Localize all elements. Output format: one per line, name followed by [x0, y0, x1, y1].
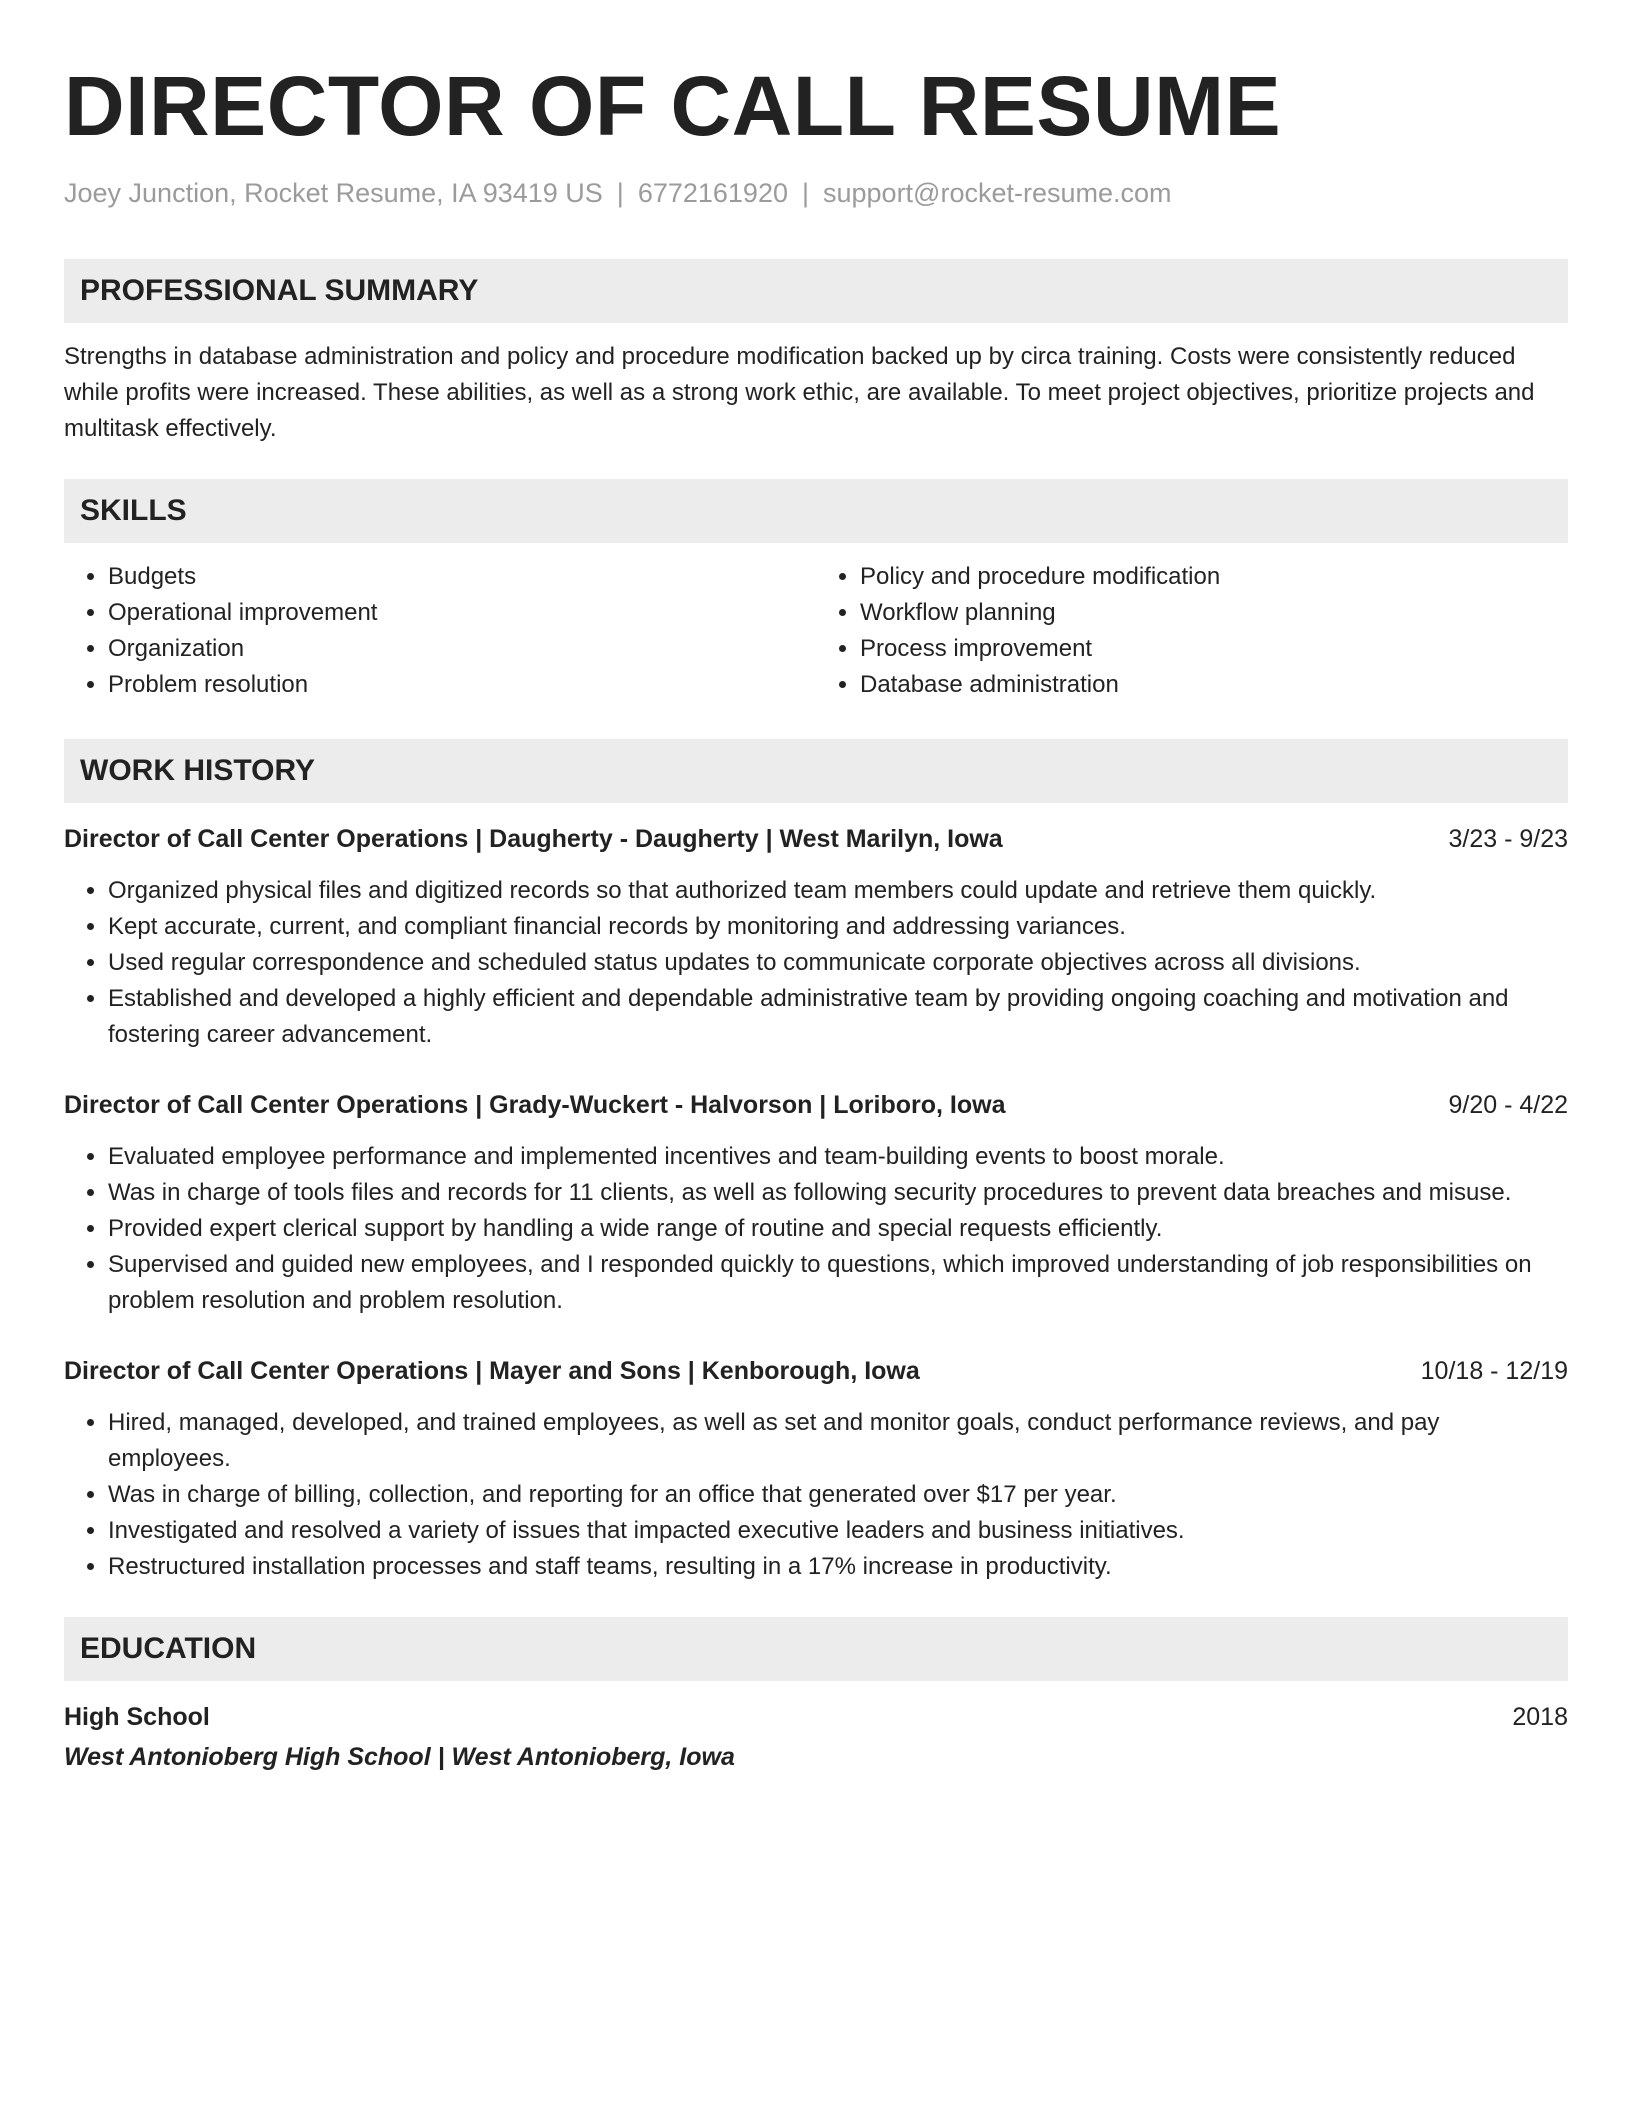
- skill-item: • Policy and procedure modification: [860, 559, 1568, 595]
- job-bullet: • Hired, managed, developed, and trained employees, as well as set and monitor goals, conduct performance reviews, and pay employees.: [108, 1405, 1568, 1477]
- summary-heading: PROFESSIONAL SUMMARY: [64, 259, 1568, 323]
- skill-item: • Budgets: [108, 559, 816, 595]
- job-header: [64, 1353, 1568, 1389]
- job-entry: [64, 821, 1568, 1053]
- contact-separator: |: [801, 178, 809, 208]
- job-bullet: • Investigated and resolved a variety of issues that impacted executive leaders and business initiatives.: [108, 1513, 1568, 1549]
- contact-line: [64, 176, 1568, 210]
- job-bullet: • Kept accurate, current, and compliant financial records by monitoring and addressing variances.: [108, 909, 1568, 945]
- skills-list: [64, 559, 1568, 703]
- work-history-heading: WORK HISTORY: [64, 739, 1568, 803]
- resume-title: DIRECTOR OF CALL RESUME: [64, 59, 1282, 153]
- job-dates: 10/18 - 12/19: [1420, 1357, 1568, 1385]
- job-dates: 9/20 - 4/22: [1448, 1091, 1568, 1119]
- contact-separator: |: [616, 178, 624, 208]
- skill-item: • Workflow planning: [860, 595, 1568, 631]
- education-heading: EDUCATION: [64, 1617, 1568, 1681]
- education-header: [64, 1699, 1568, 1735]
- skills-heading: SKILLS: [64, 479, 1568, 543]
- skill-item: • Problem resolution: [108, 667, 816, 703]
- skills-column-right: [816, 559, 1568, 703]
- job-title: Director of Call Center Operations | Grady-Wuckert - Halvorson | Loriboro, Iowa: [64, 1091, 1006, 1119]
- job-bullet: • Evaluated employee performance and implemented incentives and team-building events to boost morale.: [108, 1139, 1568, 1175]
- job-entry: [64, 1353, 1568, 1585]
- job-bullets: [64, 873, 1568, 1053]
- job-bullets: [64, 1139, 1568, 1319]
- education-entry: [64, 1699, 1568, 1775]
- job-header: [64, 1087, 1568, 1123]
- contact-phone: 6772161920: [637, 178, 788, 208]
- summary-text: Strengths in database administration and policy and procedure modification backed up by circa training. Costs were consistently reduced while profits were increased. These abilities, as well as a strong work ethic, are available. To meet project objectives, prioritize projects and multitask effectively.: [64, 343, 1535, 442]
- skill-item: • Database administration: [860, 667, 1568, 703]
- job-bullets: [64, 1405, 1568, 1585]
- job-dates: 3/23 - 9/23: [1448, 825, 1568, 853]
- job-title: Director of Call Center Operations | Daugherty - Daugherty | West Marilyn, Iowa: [64, 825, 1003, 853]
- job-header: [64, 821, 1568, 857]
- education-year: 2018: [1512, 1703, 1568, 1731]
- job-bullet: • Used regular correspondence and scheduled status updates to communicate corporate objectives across all divisions.: [108, 945, 1568, 981]
- job-bullet: • Established and developed a highly efficient and dependable administrative team by providing ongoing coaching and motivation and fostering career advancement.: [108, 981, 1568, 1053]
- job-title: Director of Call Center Operations | Mayer and Sons | Kenborough, Iowa: [64, 1357, 920, 1385]
- skill-item: • Operational improvement: [108, 595, 816, 631]
- contact-email: support@rocket-resume.com: [823, 178, 1172, 208]
- skill-item: • Organization: [108, 631, 816, 667]
- contact-address: Joey Junction, Rocket Resume, IA 93419 US: [64, 178, 603, 208]
- job-bullet: • Organized physical files and digitized records so that authorized team members could update and retrieve them quickly.: [108, 873, 1568, 909]
- job-bullet: • Restructured installation processes and staff teams, resulting in a 17% increase in productivity.: [108, 1549, 1568, 1585]
- job-bullet: • Was in charge of tools files and records for 11 clients, as well as following security procedures to prevent data breaches and misuse.: [108, 1175, 1568, 1211]
- skills-column-left: [64, 559, 816, 703]
- job-bullet: • Supervised and guided new employees, and I responded quickly to questions, which improved understanding of job responsibilities on problem resolution and problem resolution.: [108, 1247, 1568, 1319]
- education-degree: High School: [64, 1703, 210, 1731]
- skill-item: • Process improvement: [860, 631, 1568, 667]
- job-entry: [64, 1087, 1568, 1319]
- job-bullet: • Was in charge of billing, collection, and reporting for an office that generated over $17 per year.: [108, 1477, 1568, 1513]
- job-bullet: • Provided expert clerical support by handling a wide range of routine and special requests efficiently.: [108, 1211, 1568, 1247]
- education-school: West Antonioberg High School | West Antonioberg, Iowa: [64, 1743, 735, 1771]
